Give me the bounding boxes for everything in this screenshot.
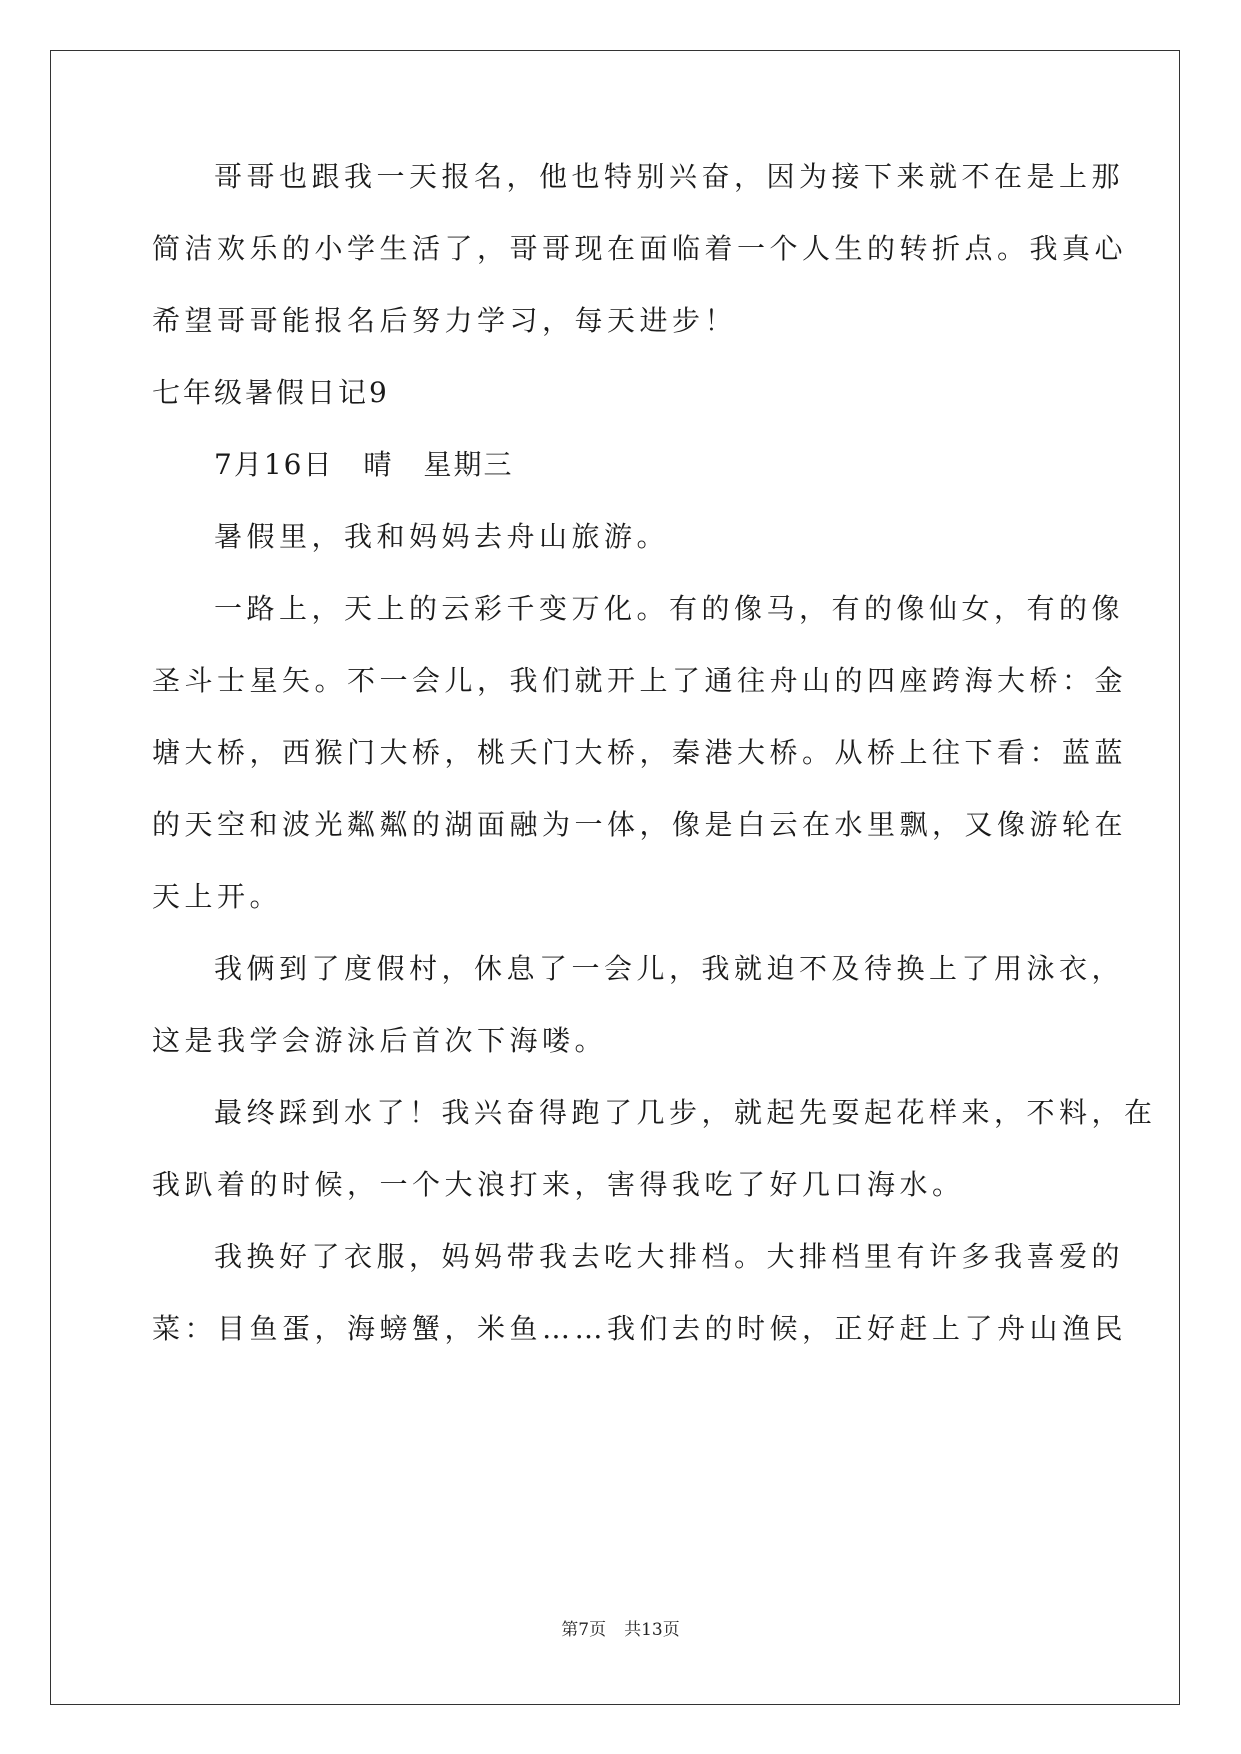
paragraph-line: 我趴着的时候，一个大浪打来，害得我吃了好几口海水。 — [152, 1168, 965, 1201]
page-footer — [0, 1615, 1241, 1640]
paragraph-line: 简洁欢乐的小学生活了，哥哥现在面临着一个人生的转折点。我真心 — [152, 232, 1128, 265]
paragraph-line: 塘大桥，西猴门大桥，桃夭门大桥，秦港大桥。从桥上往下看：蓝蓝 — [152, 736, 1128, 769]
paragraph-line: 哥哥也跟我一天报名，他也特别兴奋，因为接下来就不在是上那 — [214, 160, 1125, 193]
paragraph-line: 最终踩到水了！我兴奋得跑了几步，就起先耍起花样来，不料，在 — [214, 1096, 1157, 1129]
diary-date-line: 7月16日 晴 星期三 — [214, 448, 514, 481]
paragraph-line: 暑假里，我和妈妈去舟山旅游。 — [214, 520, 670, 553]
paragraph-line: 希望哥哥能报名后努力学习，每天进步！ — [152, 304, 738, 337]
paragraph-line: 这是我学会游泳后首次下海喽。 — [152, 1024, 608, 1057]
paragraph-line: 我换好了衣服，妈妈带我去吃大排档。大排档里有许多我喜爱的 — [214, 1240, 1125, 1273]
paragraph-line: 菜：目鱼蛋，海螃蟹，米鱼……我们去的时候，正好赶上了舟山渔民 — [152, 1312, 1128, 1345]
paragraph-line: 圣斗士星矢。不一会儿，我们就开上了通往舟山的四座跨海大桥：金 — [152, 664, 1128, 697]
page-number: 第7页 — [561, 1620, 607, 1640]
page-total: 共13页 — [624, 1620, 680, 1640]
paragraph-line: 我俩到了度假村，休息了一会儿，我就迫不及待换上了用泳衣， — [214, 952, 1125, 985]
paragraph-line: 天上开。 — [152, 880, 283, 913]
paragraph-line: 一路上，天上的云彩千变万化。有的像马，有的像仙女，有的像 — [214, 592, 1125, 625]
paragraph-line: 的天空和波光粼粼的湖面融为一体，像是白云在水里飘，又像游轮在 — [152, 808, 1128, 841]
section-heading: 七年级暑假日记9 — [152, 376, 390, 409]
